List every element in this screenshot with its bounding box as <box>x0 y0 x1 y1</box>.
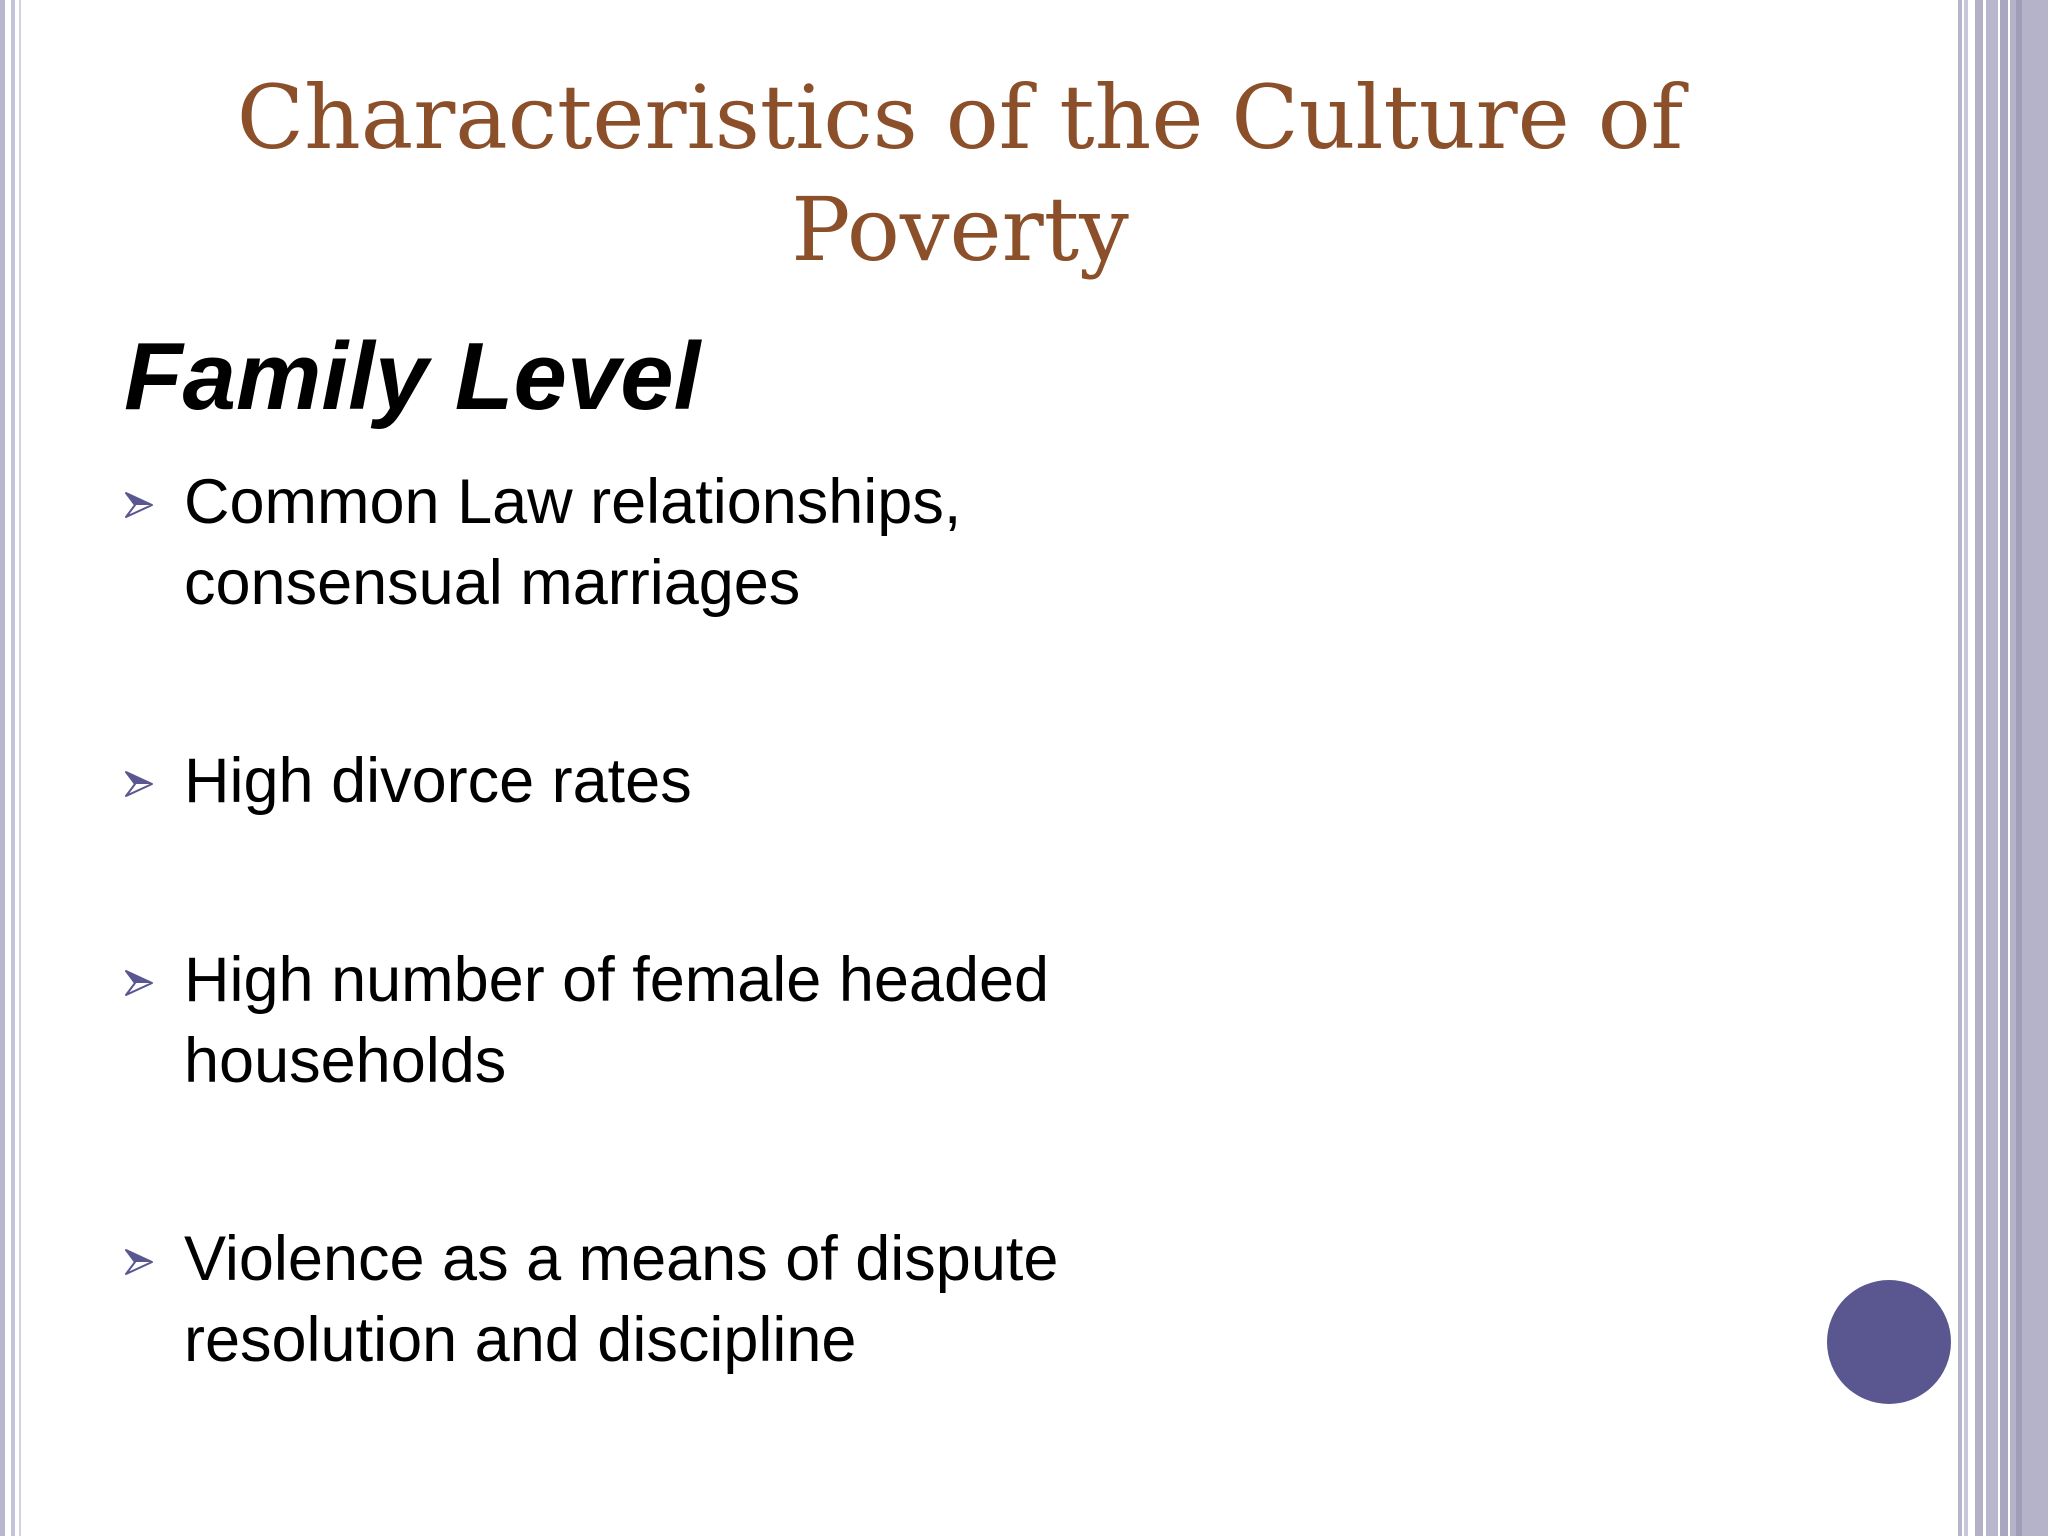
slide-title: Characteristics of the Culture of Poverty <box>236 66 1684 281</box>
arrowhead-bullet-icon <box>124 490 154 520</box>
arrowhead-bullet-icon <box>124 968 154 998</box>
section-heading: Family Level <box>124 323 701 430</box>
left-border-line <box>19 0 21 1536</box>
right-border-band <box>1975 0 1983 1536</box>
bullet-text: Violence as a means of dispute resolution and discipline <box>184 1224 1059 1375</box>
arrowhead-bullet-icon <box>124 769 154 799</box>
right-border-band <box>2016 0 2022 1536</box>
bullet-text: High divorce rates <box>184 746 692 816</box>
bullet-text: High number of female headed households <box>184 945 1050 1096</box>
right-border-band <box>1986 0 1998 1536</box>
right-border-band <box>1958 0 1962 1536</box>
left-border-line <box>11 0 15 1536</box>
decorative-circle <box>1827 1280 1951 1404</box>
arrowhead-bullet-icon <box>124 1247 154 1277</box>
bullet-text: Common Law relationships, consensual marriages <box>184 467 962 618</box>
right-border-band <box>1964 0 1968 1536</box>
left-border-line <box>0 0 5 1536</box>
right-border-band <box>2000 0 2008 1536</box>
